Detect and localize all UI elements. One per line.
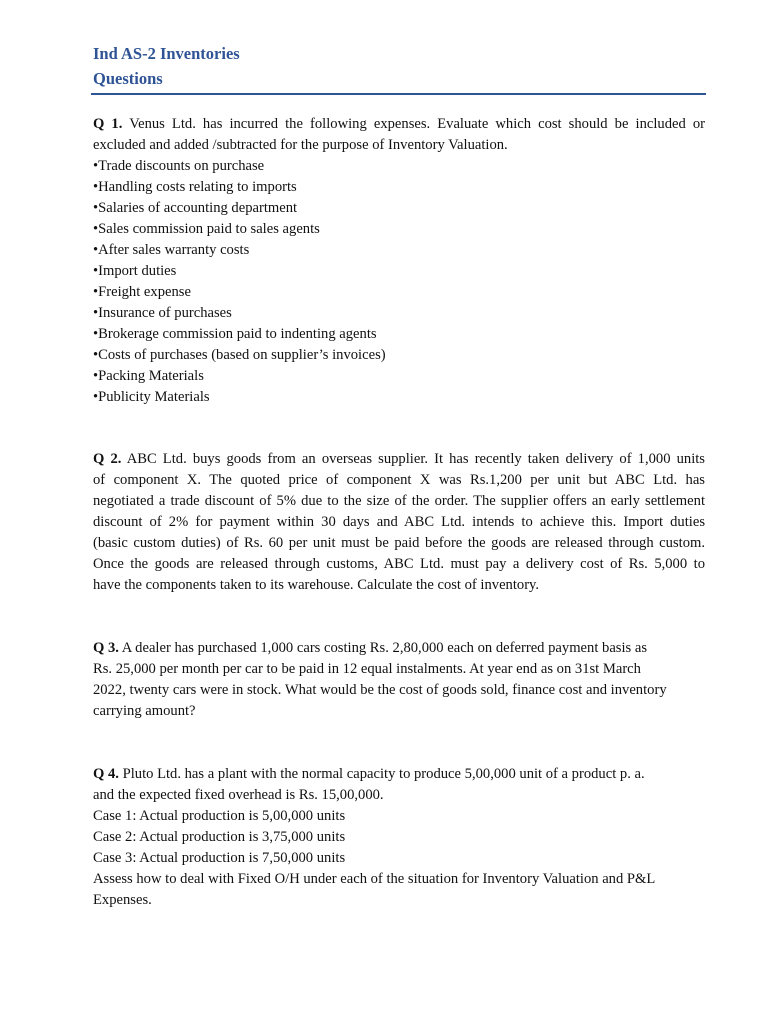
question-1-line-1: [93, 114, 705, 135]
list-item: •After sales warranty costs: [93, 242, 250, 258]
header-divider: [91, 93, 706, 95]
question-4-line-1: [93, 764, 705, 785]
question-3-line-1: [93, 638, 705, 659]
question-1: [93, 114, 705, 408]
question-2-text-line-2: of component X. The quoted price of component X was Rs.1,200 per unit but ABC Ltd. has: [93, 472, 705, 488]
list-item: •Trade discounts on purchase: [93, 158, 265, 174]
question-3-number: Q 3.: [93, 640, 119, 656]
list-item: •Handling costs relating to imports: [93, 179, 297, 195]
question-2-number: Q 2.: [93, 451, 122, 467]
question-2-text-line-5: (basic custom duties) of Rs. 60 per unit must be paid before the goods are released through custom.: [93, 535, 705, 551]
question-2-text-line-7: have the components taken to its warehouse. Calculate the cost of inventory.: [93, 577, 540, 593]
question-3-text-line-1: A dealer has purchased 1,000 cars costing Rs. 2,80,000 each on deferred payment basis as: [121, 640, 648, 656]
document-header: [93, 41, 706, 91]
question-2-text-line-1: ABC Ltd. buys goods from an overseas supplier. It has recently taken delivery of 1,000 units: [126, 451, 705, 467]
question-2-text-line-4: discount of 2% for payment within 30 days and ABC Ltd. intends to achieve this. Import duties: [93, 514, 705, 530]
list-item: •Packing Materials: [93, 368, 204, 384]
question-2: [93, 449, 705, 596]
question-3-text-line-2: Rs. 25,000 per month per car to be paid in 12 equal instalments. At year end as on 31st March: [93, 661, 641, 677]
question-4-text-line-1: Pluto Ltd. has a plant with the normal capacity to produce 5,00,000 unit of a product p. a.: [122, 766, 645, 782]
list-item: •Costs of purchases (based on supplier’s invoices): [93, 347, 386, 363]
question-4: [93, 764, 705, 911]
question-4-case-2: Case 2: Actual production is 3,75,000 units: [93, 829, 346, 845]
question-3-text-line-3: 2022, twenty cars were in stock. What would be the cost of goods sold, finance cost and inventory: [93, 682, 667, 698]
question-4-text-line-6: Assess how to deal with Fixed O/H under each of the situation for Inventory Valuation and P&L: [93, 871, 656, 887]
question-4-case-1: Case 1: Actual production is 5,00,000 units: [93, 808, 346, 824]
list-item: •Insurance of purchases: [93, 305, 232, 321]
question-3-text-line-4: carrying amount?: [93, 703, 196, 719]
question-4-case-3: Case 3: Actual production is 7,50,000 units: [93, 850, 346, 866]
list-item: •Brokerage commission paid to indenting agents: [93, 326, 377, 342]
question-4-number: Q 4.: [93, 766, 119, 782]
document-title: Ind AS-2 Inventories: [93, 44, 240, 63]
question-4-text-line-7: Expenses.: [93, 892, 152, 908]
question-2-text-line-3: negotiated a trade discount of 5% due to the size of the order. The supplier offers an early settlement: [93, 493, 705, 509]
document-subtitle: Questions: [93, 69, 163, 88]
question-1-intro-line-2: excluded and added /subtracted for the purpose of Inventory Valuation.: [93, 137, 508, 153]
question-1-intro-line-1: Venus Ltd. has incurred the following expenses. Evaluate which cost should be included or: [129, 116, 705, 132]
question-1-number: Q 1.: [93, 116, 123, 132]
list-item: •Salaries of accounting department: [93, 200, 298, 216]
question-2-line-1: [93, 449, 705, 470]
question-4-text-line-2: and the expected fixed overhead is Rs. 15,00,000.: [93, 787, 384, 803]
question-3: [93, 638, 705, 722]
list-item: •Import duties: [93, 263, 177, 279]
question-2-text-line-6: Once the goods are released through customs, ABC Ltd. must pay a delivery cost of Rs. 5,000 to: [93, 556, 705, 572]
question-1-expense-list: [93, 156, 705, 408]
list-item: •Freight expense: [93, 284, 191, 300]
list-item: •Sales commission paid to sales agents: [93, 221, 320, 237]
list-item: •Publicity Materials: [93, 389, 210, 405]
